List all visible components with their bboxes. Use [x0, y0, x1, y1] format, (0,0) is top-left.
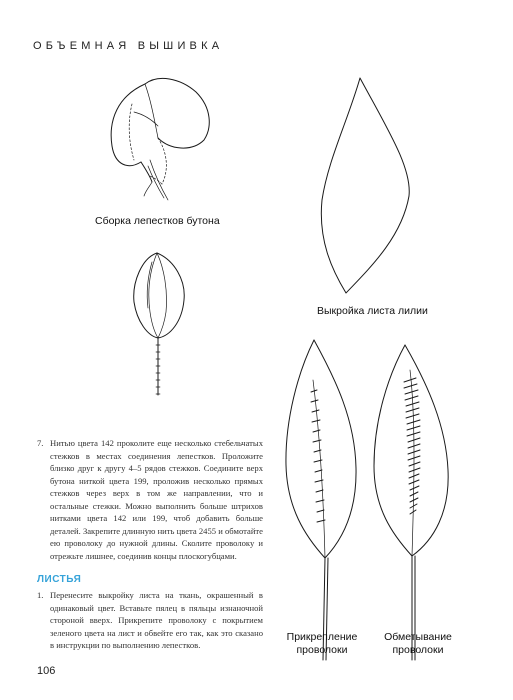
leaves-step-1-text: Перенесите выкройку листа на ткань, окрашенный в одинаковый цвет. Вставьте пялец в пяльцы изнаночной стороной вверх. Прикрепите проволоку с покрытием зеленого цвета на лист и обвейте его так, как это сказано в инструкции по выполнению лепестков. — [50, 590, 263, 650]
wire-overcast-caption-line1: Обметывание — [384, 631, 452, 643]
leaves-section-title: ЛИСТЬЯ — [37, 574, 82, 585]
lily-leaf-pattern-caption: Выкройка листа лилии — [317, 305, 428, 317]
leaves-step-1-paragraph — [37, 589, 263, 652]
bud-assembly-caption: Сборка лепестков бутона — [95, 215, 220, 227]
leaves-step-1-number: 1. — [37, 590, 44, 600]
wire-attach-caption-line1: Прикрепление — [286, 631, 358, 643]
step-7-number: 7. — [37, 438, 44, 448]
page-number: 106 — [37, 665, 56, 677]
wire-overcast-caption-line2: проволоки — [392, 644, 444, 656]
wire-attach-caption-line2: проволоки — [296, 644, 348, 656]
step-7-text: Нитью цвета 142 проколите еще несколько стебельчатых стежков в местах соединения лепестков. Проложите близко друг к другу 4–5 рядов стежков. Соедините верх бутона ниткой цвета 199, проложив несколько прямых стежков через верх в том же направлении, что и остальные стежки. Можно выполнить больше штрихов нитками цвета 142 или 199, чтоб добавить больше деталей. Закрепите длинную нить цвета 2455 и обмотайте ею проволоку до нужной длины. Сколите проволоку и отрежьте лишнее, соединив концы плоскогубцами. — [50, 438, 263, 561]
page-header-title: ОБЪЕМНАЯ ВЫШИВКА — [33, 40, 224, 52]
wire-overcast-caption — [381, 631, 455, 657]
step-7-paragraph — [37, 437, 263, 562]
